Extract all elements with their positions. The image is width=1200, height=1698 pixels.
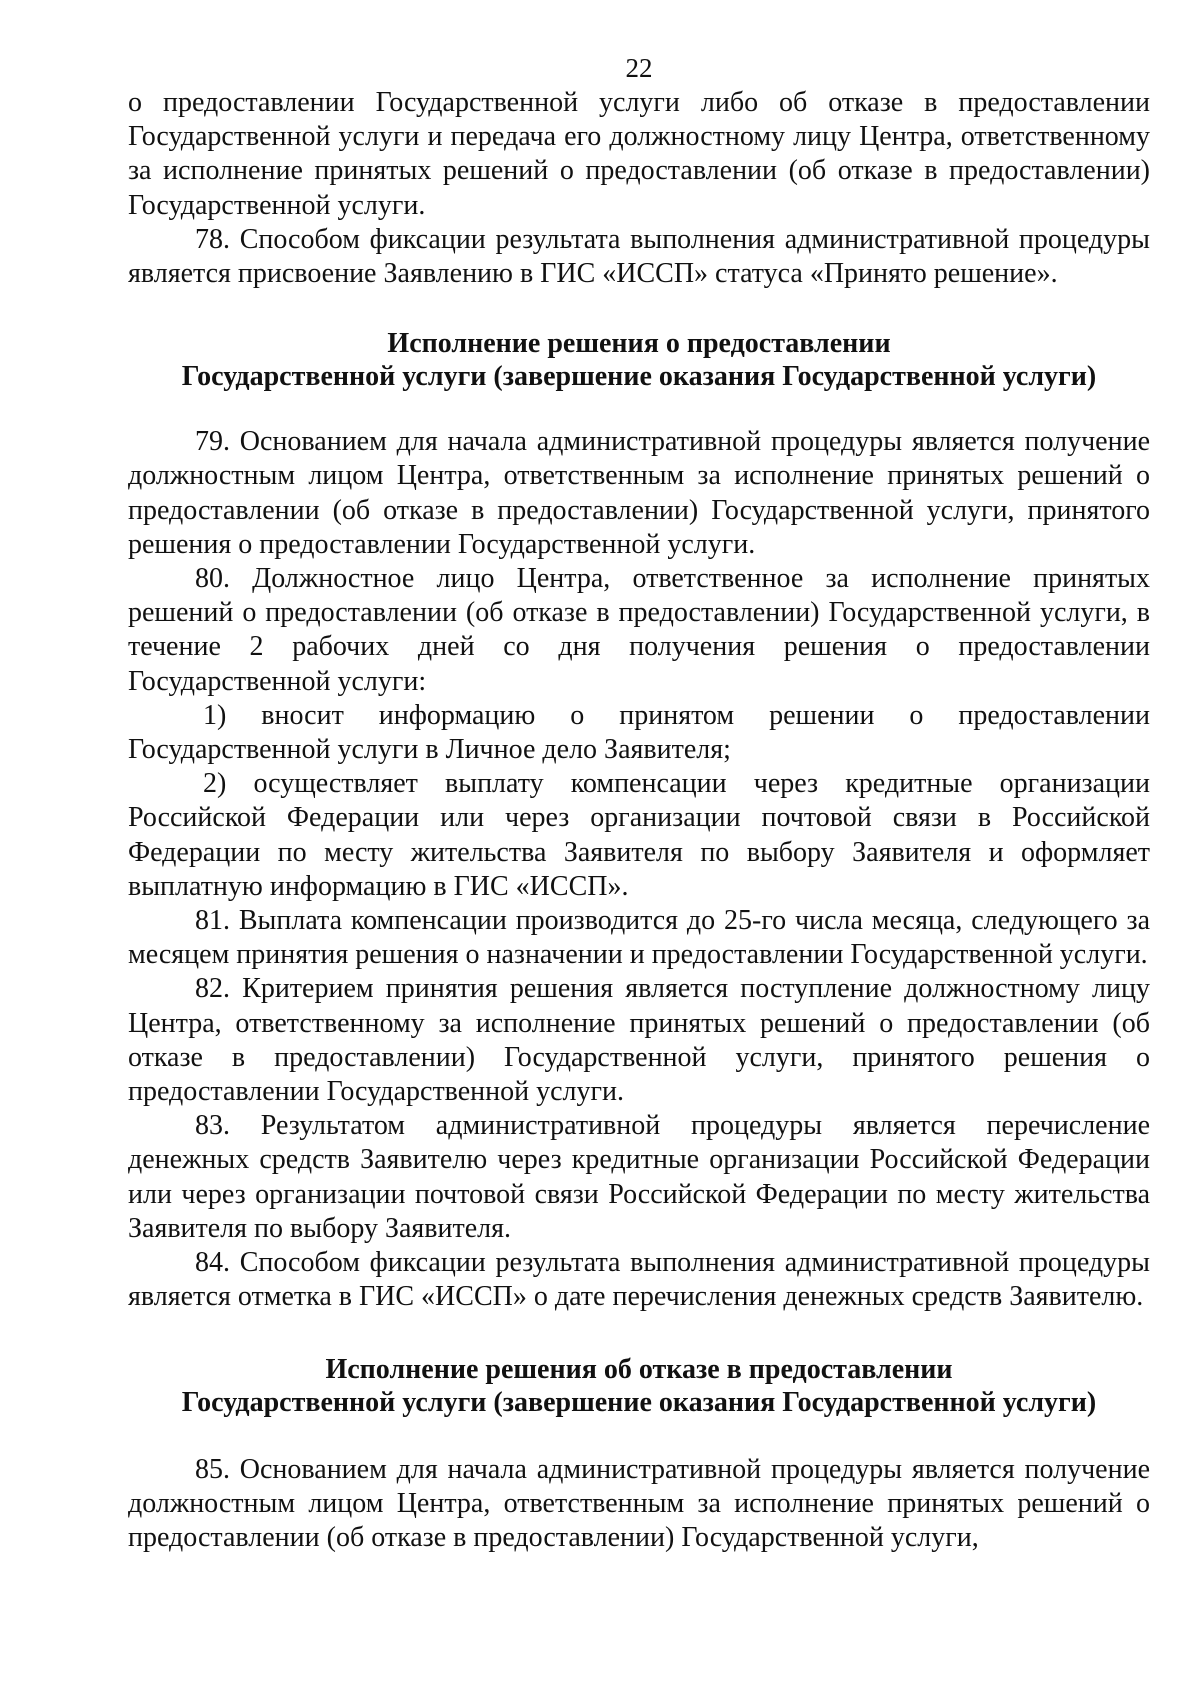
paragraph-82: 82. Критерием принятия решения является поступление должностному лицу Центра, ответственному за исполнение принятых решений о предоставлении (об отказе в предоставлении) Государственной услуги, принятого решения о предоставлении Государственной услуги.: [128, 973, 1150, 1108]
paragraph-83: 83. Результатом административной процедуры является перечисление денежных средств Заявителю через кредитные организации Российской Федерации или через организации почтовой связи Российской Федерации по месту жительства Заявителя по выбору Заявителя.: [128, 1110, 1150, 1244]
paragraph-84: 84. Способом фиксации результата выполнения административной процедуры является отметка в ГИС «ИССП» о дате перечисления денежных средств Заявителю.: [128, 1247, 1150, 1313]
list-item-2: 2) осуществляет выплату компенсации через кредитные организации Российской Федерации или через организации почтовой связи в Российской Федерации по месту жительства Заявителя по выбору Заявителя и оформляет выплатную информацию в ГИС «ИССП».: [128, 768, 1150, 902]
paragraph-80: 80. Должностное лицо Центра, ответственное за исполнение принятых решений о предоставлении (об отказе в предоставлении) Государственной услуги, в течение 2 рабочих дней со дня получения решения о предоставлении Государственной услуги:: [128, 563, 1150, 697]
section-heading-line2: Государственной услуги (завершение оказания Государственной услуги): [181, 361, 1097, 393]
section-heading-line1: Исполнение решения об отказе в предоставлении: [325, 1353, 953, 1385]
paragraph-78: 78. Способом фиксации результата выполнения административной процедуры является присвоение Заявлению в ГИС «ИССП» статуса «Принято решение».: [128, 223, 1150, 290]
page-number: 22: [625, 53, 653, 83]
document-page: [128, 52, 1150, 1555]
paragraph-85: 85. Основанием для начала административной процедуры является получение должностным лицом Центра, ответственным за исполнение принятых решений о предоставлении (об отказе в предоставлении) Государственной услуги,: [128, 1453, 1150, 1553]
paragraph-continuation: о предоставлении Государственной услуги либо об отказе в предоставлении Государственной услуги и передача его должностному лицу Центра, ответственному за исполнение принятых решений о предоставлении (об отказе в предоставлении) Государственной услуги.: [128, 87, 1150, 221]
section-heading-refusal: [128, 1353, 1150, 1419]
list-item-1: 1) вносит информацию о принятом решении о предоставлении Государственной услуги в Личное дело Заявителя;: [128, 699, 1150, 766]
paragraph-79: 79. Основанием для начала административной процедуры является получение должностным лицом Центра, ответственным за исполнение принятых решений о предоставлении (об отказе в предоставлении) Государственной услуги, принятого решения о предоставлении Государственной услуги.: [128, 426, 1150, 560]
section-heading-line2: Государственной услуги (завершение оказания Государственной услуги): [181, 1386, 1097, 1418]
paragraph-81: 81. Выплата компенсации производится до 25-го числа месяца, следующего за месяцем принятия решения о назначении и предоставлении Государственной услуги.: [128, 905, 1150, 971]
section-heading-line1: Исполнение решения о предоставлении: [387, 328, 891, 360]
section-heading-granting: [128, 327, 1150, 393]
